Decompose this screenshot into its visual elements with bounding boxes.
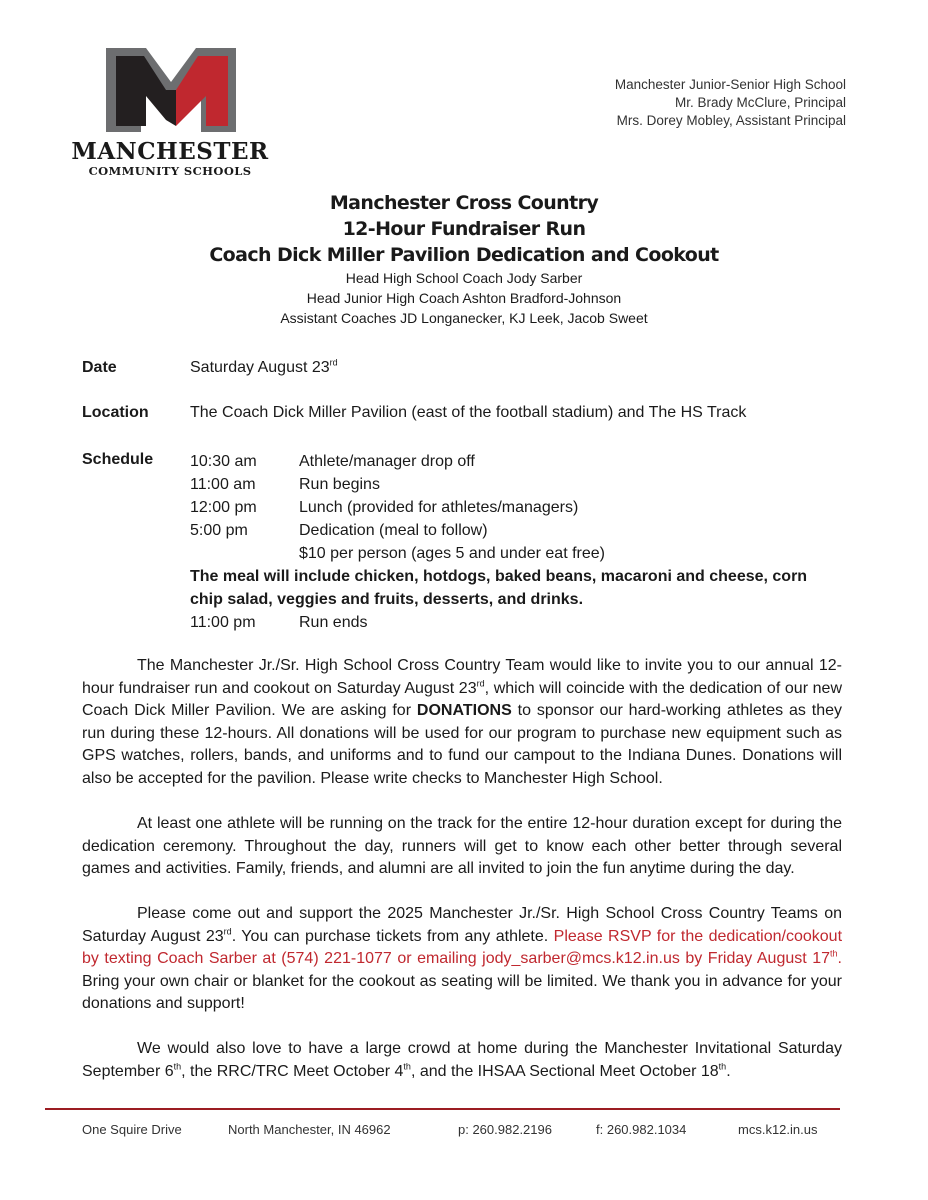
title-line-2: 12-Hour Fundraiser Run xyxy=(342,218,586,240)
title-line-1: Manchester Cross Country xyxy=(329,192,599,214)
footer-city: North Manchester, IN 46962 xyxy=(228,1122,391,1137)
coach-line-3: Assistant Coaches JD Longanecker, KJ Leek, Jacob Sweet xyxy=(280,310,648,326)
paragraph-invitation: The Manchester Jr./Sr. High School Cross Country Team would like to invite you to our annual 12-hour fundraiser run and cookout on Saturday August 23rd, which will coincide with the dedication of our new Coach Dick Miller Pavilion. We are asking for DONATIONS to sponsor our hard-working athletes as they run during these 12-hours. All donations will be used for our program to purchase new equipment such as GPS watches, rollers, bands, and uniforms and to fund our campout to the Indiana Dunes. Donations will also be accepted for the pavilion. Please write checks to Manchester High School. xyxy=(82,657,843,787)
meal-description: The meal will include chicken, hotdogs, baked beans, macaroni and cheese, corn chip salad, veggies and fruits, desserts, and drinks. xyxy=(190,568,808,608)
coach-line-2: Head Junior High Coach Ashton Bradford-Johnson xyxy=(306,290,622,306)
rsvp-notice: Please RSVP for the dedication/cookout by texting Coach Sarber at (574) 221-1077 or emailing jody_sarber@mcs.k12.in.us by Friday August 17th. xyxy=(82,927,843,968)
event-titles xyxy=(0,190,928,328)
location-label: Location xyxy=(82,404,149,421)
footer-fax: f: 260.982.1034 xyxy=(596,1122,687,1137)
logo-subtitle: COMMUNITY SCHOOLS xyxy=(88,164,252,178)
title-line-3: Coach Dick Miller Pavilion Dedication and Cookout xyxy=(209,244,719,266)
logo-name: MANCHESTER xyxy=(71,138,269,165)
school-logo xyxy=(70,40,270,180)
schedule-item: 11:00 am Run begins xyxy=(190,476,380,493)
schedule-item: 5:00 pm Dedication (meal to follow) xyxy=(190,522,488,539)
schedule-item: 12:00 pm Lunch (provided for athletes/managers) xyxy=(190,499,579,516)
m-logo-icon xyxy=(106,40,236,140)
paragraph-meets: We would also love to have a large crowd at home during the Manchester Invitational Saturday September 6th, the RRC/TRC Meet October 4th, and the IHSAA Sectional Meet October 18th. xyxy=(82,1040,842,1080)
footer-phone: p: 260.982.2196 xyxy=(458,1122,552,1137)
footer-divider xyxy=(45,1108,840,1110)
assistant-principal: Mrs. Dorey Mobley, Assistant Principal xyxy=(616,113,846,128)
schedule-item: 11:00 pm Run ends xyxy=(190,614,368,631)
schedule-item: $10 per person (ages 5 and under eat free) xyxy=(299,545,605,562)
schedule-item: 10:30 am Athlete/manager drop off xyxy=(190,453,475,470)
schedule-label: Schedule xyxy=(82,451,154,468)
date-label: Date xyxy=(82,359,117,376)
date-value: Saturday August 23rd xyxy=(190,357,338,376)
school-info xyxy=(615,76,846,130)
footer-website: mcs.k12.in.us xyxy=(738,1122,818,1137)
footer-address: One Squire Drive xyxy=(82,1122,182,1137)
paragraph-rsvp: Please come out and support the 2025 Manchester Jr./Sr. High School Cross Country Teams on Saturday August 23rd. You can purchase tickets from any athlete. Please RSVP for the dedication/cookout by texting Coach Sarber at (574) 221-1077 or emailing jody_sarber@mcs.k12.in.us by Friday August 17th. Bring your own chair or blanket for the cookout as seating will be limited. We thank you in advance for your donations and support! xyxy=(82,905,843,1013)
school-name: Manchester Junior-Senior High School xyxy=(614,77,846,92)
principal: Mr. Brady McClure, Principal xyxy=(674,95,846,110)
coach-line-1: Head High School Coach Jody Sarber xyxy=(345,270,583,286)
schedule-list xyxy=(190,450,830,634)
paragraph-run-info: At least one athlete will be running on the track for the entire 12-hour duration except for during the dedication ceremony. Throughout the day, runners will get to know each other better through several games and activities. Family, friends, and alumni are all invited to join the fun anytime during the day. xyxy=(82,815,842,878)
location-value: The Coach Dick Miller Pavilion (east of the football stadium) and The HS Track xyxy=(190,404,747,421)
